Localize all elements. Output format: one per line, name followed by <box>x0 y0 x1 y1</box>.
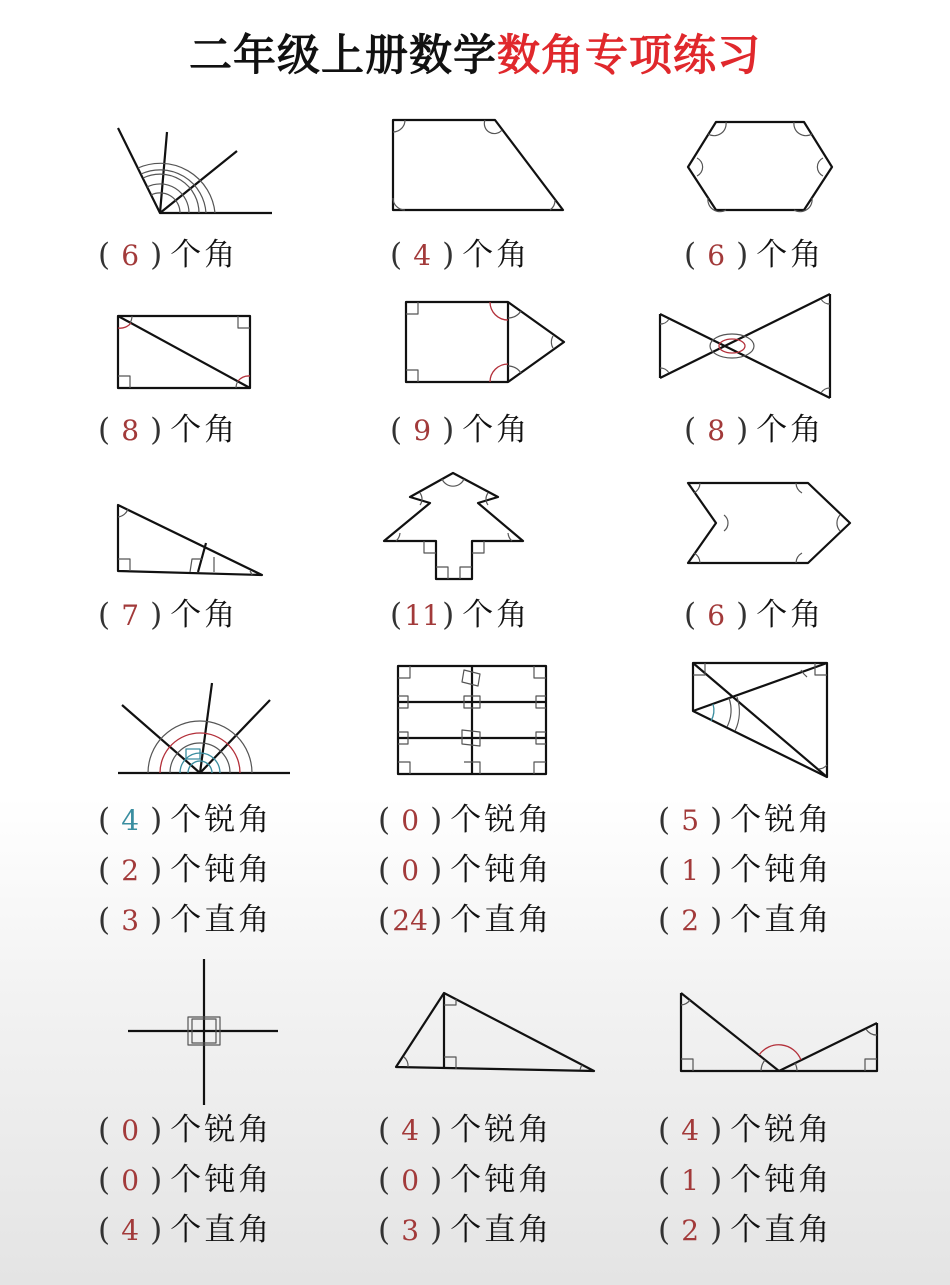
answer-11-obtuse: ( 0 ) 个钝角 <box>378 852 553 888</box>
answer-12-right: ( 2 ) 个直角 <box>658 902 833 938</box>
answer-13-acute: ( 0 ) 个锐角 <box>98 1112 273 1148</box>
answer-9: ( 6 ) 个角 <box>684 597 825 633</box>
answer-11-acute: ( 0 ) 个锐角 <box>378 802 553 838</box>
answer-4: ( 8 ) 个角 <box>98 412 239 448</box>
answer-14-obtuse: ( 0 ) 个钝角 <box>378 1162 553 1198</box>
figure-4-rectangle-diagonal <box>110 306 260 396</box>
answer-12-acute: ( 5 ) 个锐角 <box>658 802 833 838</box>
figure-5-house-pentagon <box>398 292 573 392</box>
figure-9-arrow-pentagon <box>680 475 860 575</box>
figure-3-hexagon <box>680 112 870 222</box>
answer-6: ( 8 ) 个角 <box>684 412 825 448</box>
answer-14-right: ( 3 ) 个直角 <box>378 1212 553 1248</box>
answer-2: ( 4 ) 个角 <box>390 237 531 273</box>
answer-13-obtuse: ( 0 ) 个钝角 <box>98 1162 273 1198</box>
title-highlight: 数角专项练习 <box>497 31 761 81</box>
answer-15-obtuse: ( 1 ) 个钝角 <box>658 1162 833 1198</box>
figure-2-trapezoid <box>385 110 575 220</box>
answer-11-right: (24) 个直角 <box>378 902 553 938</box>
figure-11-grid-rectangle <box>390 658 555 783</box>
answer-3: ( 6 ) 个角 <box>684 237 825 273</box>
answer-12-obtuse: ( 1 ) 个钝角 <box>658 852 833 888</box>
answer-13-right: ( 4 ) 个直角 <box>98 1212 273 1248</box>
answer-5: ( 9 ) 个角 <box>390 412 531 448</box>
answer-1: ( 6 ) 个角 <box>98 237 239 273</box>
figure-6-bowtie <box>652 288 842 408</box>
figure-14-triangle-altitude <box>388 985 603 1080</box>
answer-10-acute: ( 4 ) 个锐角 <box>98 802 273 838</box>
answer-10-right: ( 3 ) 个直角 <box>98 902 273 938</box>
answer-10-obtuse: ( 2 ) 个钝角 <box>98 852 273 888</box>
answer-14-acute: ( 4 ) 个锐角 <box>378 1112 553 1148</box>
figure-1-rays <box>100 118 290 228</box>
page-title <box>0 22 950 83</box>
figure-8-tree <box>378 465 533 585</box>
answer-15-acute: ( 4 ) 个锐角 <box>658 1112 833 1148</box>
figure-15-w-shape <box>673 985 888 1085</box>
answer-15-right: ( 2 ) 个直角 <box>658 1212 833 1248</box>
answer-7: ( 7 ) 个角 <box>98 597 239 633</box>
answer-8: (11) 个角 <box>390 597 531 633</box>
figure-12-quadrilateral-triangles <box>685 655 840 785</box>
figure-10-rays-on-line <box>112 675 297 785</box>
figure-7-right-triangle <box>110 495 280 585</box>
figure-13-perpendicular-cross <box>122 955 287 1110</box>
title-main: 二年级上册数学 <box>189 31 497 81</box>
